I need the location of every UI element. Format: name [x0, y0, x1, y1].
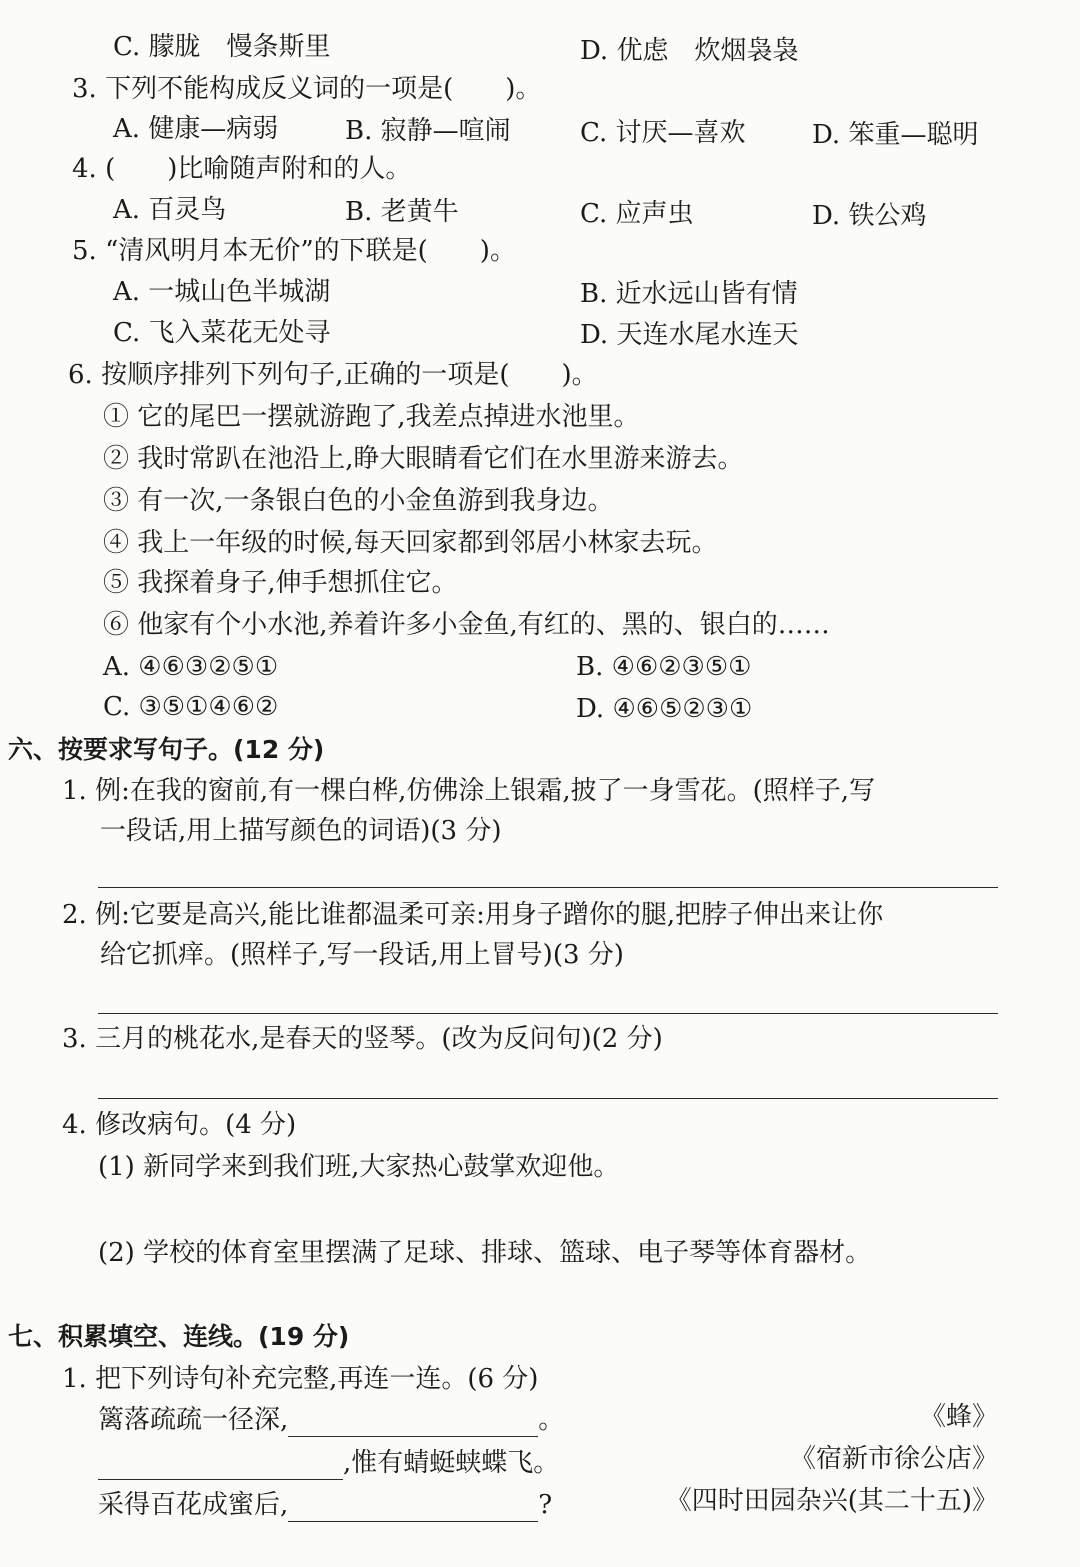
q5-option-b: B. 近水远山皆有情: [580, 279, 798, 309]
poem-line-3: [98, 1488, 552, 1522]
q6-sentence-4: ④ 我上一年级的时候,每天回家都到邻居小林家去玩。: [103, 528, 718, 558]
poem-line-2: [98, 1446, 559, 1480]
q5-option-a: A. 一城山色半城湖: [113, 277, 331, 307]
q5-option-d: D. 天连水尾水连天: [580, 320, 799, 350]
poem2-blank[interactable]: [98, 1453, 343, 1480]
q6-stem: 6. 按顺序排列下列句子,正确的一项是( )。: [68, 360, 598, 390]
q2-option-c: C. 朦胧 慢条斯里: [113, 32, 331, 62]
poem-title-2[interactable]: 《宿新市徐公店》: [789, 1444, 998, 1474]
q3-option-d: D. 笨重—聪明: [812, 120, 979, 150]
s6-q2-answer-line[interactable]: [98, 1013, 998, 1014]
q6-sentence-3: ③ 有一次,一条银白色的小金鱼游到我身边。: [103, 486, 614, 516]
poem3-blank[interactable]: [288, 1495, 538, 1522]
section7-heading: 七、积累填空、连线。(19 分): [8, 1322, 350, 1351]
q5-option-c: C. 飞入菜花无处寻: [113, 318, 331, 348]
q4-option-a: A. 百灵鸟: [113, 195, 227, 225]
s6-q1-answer-line[interactable]: [98, 887, 998, 888]
section6-heading: 六、按要求写句子。(12 分): [8, 735, 325, 764]
q6-option-b: B. ④⑥②③⑤①: [576, 652, 752, 682]
s7-q1: 1. 把下列诗句补充完整,再连一连。(6 分): [62, 1364, 539, 1394]
q2-option-d: D. 优虑 炊烟袅袅: [580, 36, 799, 66]
s6-q2-line1: 2. 例:它要是高兴,能比谁都温柔可亲:用身子蹭你的腿,把脖子伸出来让你: [62, 900, 884, 930]
q4-stem: 4. ( )比喻随声附和的人。: [72, 154, 412, 184]
s6-q1-line1: 1. 例:在我的窗前,有一棵白桦,仿佛涂上银霜,披了一身雪花。(照样子,写: [62, 776, 876, 806]
q3-option-b: B. 寂静—喧闹: [345, 116, 511, 146]
s6-q3-answer-line[interactable]: [98, 1098, 998, 1099]
q6-sentence-2: ② 我时常趴在池沿上,睁大眼睛看它们在水里游来游去。: [103, 444, 744, 474]
poem1-end: 。: [538, 1405, 565, 1435]
poem-title-3[interactable]: 《四时田园杂兴(其二十五)》: [665, 1486, 998, 1516]
q4-option-d: D. 铁公鸡: [812, 201, 927, 231]
poem1-blank[interactable]: [288, 1410, 538, 1437]
poem3-end: ?: [538, 1490, 553, 1520]
s6-q4-item1: (1) 新同学来到我们班,大家热心鼓掌欢迎他。: [98, 1152, 620, 1182]
q6-option-c: C. ③⑤①④⑥②: [103, 692, 279, 722]
q6-sentence-6: ⑥ 他家有个小水池,养着许多小金鱼,有红的、黑的、银白的……: [103, 610, 830, 640]
s6-q4: 4. 修改病句。(4 分): [62, 1110, 297, 1140]
poem2-text: ,惟有蜻蜓蛱蝶飞。: [343, 1448, 560, 1478]
s6-q3: 3. 三月的桃花水,是春天的竖琴。(改为反问句)(2 分): [62, 1024, 663, 1054]
q6-sentence-5: ⑤ 我探着身子,伸手想抓住它。: [103, 568, 458, 598]
s6-q4-item2: (2) 学校的体育室里摆满了足球、排球、篮球、电子琴等体育器材。: [98, 1238, 872, 1268]
s6-q2-line2: 给它抓痒。(照样子,写一段话,用上冒号)(3 分): [100, 940, 624, 970]
q4-option-c: C. 应声虫: [580, 199, 694, 229]
poem1-text: 篱落疏疏一径深,: [98, 1405, 289, 1435]
q4-option-b: B. 老黄牛: [345, 197, 459, 227]
poem-line-1: [98, 1403, 564, 1437]
q3-option-a: A. 健康—病弱: [113, 114, 279, 144]
q5-stem: 5. “清风明月本无价”的下联是( )。: [72, 236, 516, 266]
q3-option-c: C. 讨厌—喜欢: [580, 118, 746, 148]
q6-option-d: D. ④⑥⑤②③①: [576, 694, 753, 724]
q6-sentence-1: ① 它的尾巴一摆就游跑了,我差点掉进水池里。: [103, 402, 640, 432]
q3-stem: 3. 下列不能构成反义词的一项是( )。: [72, 74, 542, 104]
poem-title-1[interactable]: 《蜂》: [919, 1402, 998, 1432]
q6-option-a: A. ④⑥③②⑤①: [103, 652, 279, 682]
s6-q1-line2: 一段话,用上描写颜色的词语)(3 分): [100, 816, 502, 846]
poem3-text: 采得百花成蜜后,: [98, 1490, 289, 1520]
